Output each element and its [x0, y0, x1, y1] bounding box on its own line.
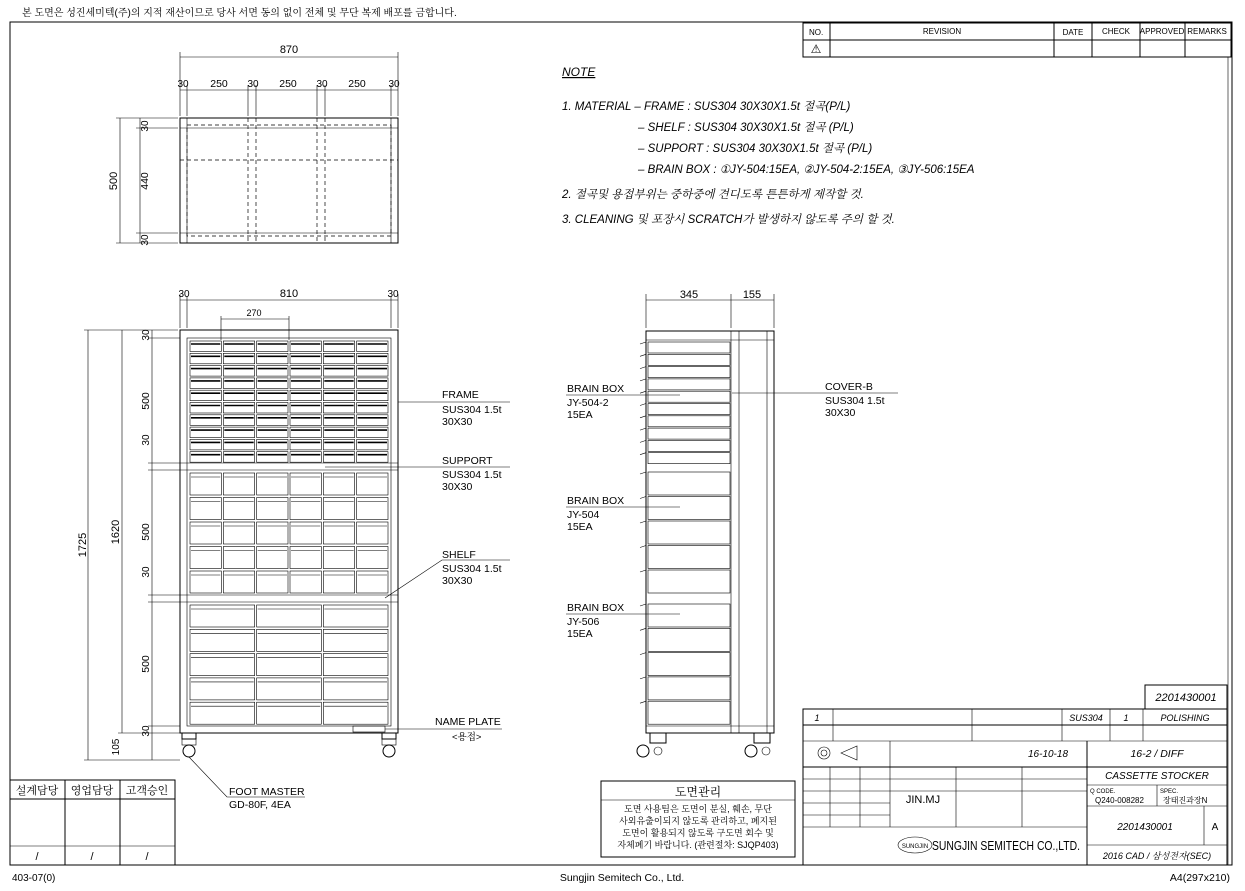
dim-top-seg-2: 250 [210, 78, 228, 90]
drawer [357, 547, 388, 569]
dim-500-top: 500 [108, 171, 120, 191]
drawer [190, 366, 221, 377]
dim-left-6: 500 [140, 655, 152, 673]
drawer [223, 547, 254, 569]
drawer [290, 522, 321, 544]
paper-size: A4(297x210) [1169, 872, 1230, 884]
callout-brainbox2-model: JY-504 [567, 509, 600, 521]
drawer [223, 378, 254, 389]
side-drawer-handle [640, 521, 646, 523]
callout-shelf-spec: SUS304 1.5t [442, 563, 502, 575]
drawer [257, 353, 288, 364]
side-drawer [648, 546, 730, 569]
callout-frame-title: FRAME [442, 389, 479, 401]
parts-row-finish: POLISHING [1160, 713, 1210, 723]
callout-frame-spec: SUS304 1.5t [442, 404, 502, 416]
drawer [357, 353, 388, 364]
drawer [257, 366, 288, 377]
spec-value: 장태진과장N [1163, 796, 1208, 805]
side-drawer-handle [640, 497, 646, 499]
dim-front-30-right: 30 [387, 289, 399, 300]
drawer [357, 390, 388, 401]
side-drawer [648, 521, 730, 544]
side-drawer-handle [640, 628, 646, 630]
note-line-4: – BRAIN BOX : ①JY-504:15EA, ②JY-504-2:15EA, ③JY-506:15EA [638, 164, 975, 176]
drawer [290, 403, 321, 414]
note-line-3: – SUPPORT : SUS304 30X30X1.5t 절곡 (P/L) [638, 143, 873, 155]
side-drawer [648, 677, 730, 700]
side-drawer [648, 628, 730, 651]
drawer [323, 605, 388, 627]
drawer [190, 341, 221, 352]
callout-support-title: SUPPORT [442, 455, 493, 467]
drawer [323, 366, 354, 377]
drawer [223, 473, 254, 495]
drawer [223, 571, 254, 593]
dim-105: 105 [111, 738, 122, 756]
drawer [357, 522, 388, 544]
drawer [223, 427, 254, 438]
drawer [323, 390, 354, 401]
side-drawer [648, 428, 730, 439]
drawing-mgmt-line-1: 도면 사용팀은 도면이 분실, 훼손, 무단 [624, 804, 772, 814]
drawer [190, 654, 255, 676]
cad-info: 2016 CAD / 삼성전자(SEC) [1102, 851, 1212, 861]
drawer [323, 341, 354, 352]
callout-foot-spec: GD-80F, 4EA [229, 799, 291, 811]
drawer [257, 403, 288, 414]
side-drawer-handle [640, 354, 646, 356]
drawer [190, 378, 221, 389]
copyright-notice: 본 도면은 성진세미텍(주)의 지적 재산이므로 당사 서면 동의 없이 전체 및 무단 복제 배포를 금합니다. [22, 8, 457, 19]
drawer [257, 390, 288, 401]
dim-810: 810 [279, 288, 299, 300]
dim-870: 870 [279, 44, 299, 56]
title-block [803, 685, 1227, 865]
drawer [190, 353, 221, 364]
dim-top-h-3: 30 [140, 234, 151, 246]
drawer [223, 415, 254, 426]
drawer [357, 439, 388, 450]
side-drawer-handle [640, 367, 646, 369]
drawer [290, 353, 321, 364]
approval-mark-1: / [35, 851, 39, 863]
drawer [323, 452, 354, 463]
drawer [190, 427, 221, 438]
side-drawer-handle [640, 379, 646, 381]
drawer [257, 522, 288, 544]
side-drawer-handle [640, 604, 646, 606]
dim-1725: 1725 [77, 532, 89, 558]
callout-brainbox3-title: BRAIN BOX [567, 602, 625, 614]
drawing-mgmt-line-2: 사외유출이되지 않도록 관리하고, 폐지된 [619, 816, 777, 826]
side-drawer [648, 354, 730, 365]
dim-top-seg-5: 30 [316, 79, 328, 90]
drawer [290, 473, 321, 495]
drawer [323, 702, 388, 724]
rev-header-no: NO. [809, 28, 824, 37]
spec-label: SPEC. [1160, 789, 1179, 795]
drawer [357, 378, 388, 389]
dim-left-1: 30 [141, 329, 152, 341]
drawer [257, 629, 322, 651]
drawer [323, 403, 354, 414]
side-drawer [648, 570, 730, 593]
drawer [323, 415, 354, 426]
drawer [190, 522, 221, 544]
side-drawer-handle [640, 453, 646, 455]
side-drawer-handle [640, 546, 646, 548]
drawer [257, 547, 288, 569]
drawer [190, 629, 255, 651]
warning-icon: ⚠ [810, 42, 822, 56]
parts-row-qty: 1 [1123, 713, 1129, 723]
drawer [190, 403, 221, 414]
drawer [190, 498, 221, 520]
dim-left-7: 30 [141, 725, 152, 737]
drawer [223, 341, 254, 352]
approval-customer: 고객승인 [125, 785, 169, 797]
drawer [323, 547, 354, 569]
side-drawer-handle [640, 653, 646, 655]
dim-345: 345 [679, 289, 699, 301]
drawer [257, 654, 322, 676]
side-drawer-handle [640, 440, 646, 442]
note-title: NOTE [562, 65, 596, 79]
parts-row-material: SUS304 [1069, 713, 1103, 723]
drawer [357, 473, 388, 495]
side-drawer-handle [640, 416, 646, 418]
drawing-management-box [601, 781, 795, 857]
rev-header-date: DATE [1062, 28, 1084, 37]
front-view [77, 288, 399, 760]
drawer [257, 678, 322, 700]
drawer [257, 341, 288, 352]
callout-support-size: 30X30 [442, 481, 473, 493]
dim-left-2: 500 [140, 392, 152, 410]
front-callouts [189, 389, 510, 811]
drawer [290, 390, 321, 401]
drawer [257, 378, 288, 389]
drawer [223, 439, 254, 450]
scale-revision: 16-2 / DIFF [1130, 748, 1184, 760]
side-drawer-handle [640, 701, 646, 703]
drawing-mgmt-line-3: 도면이 활용되지 않도록 구도면 회수 및 [622, 828, 774, 838]
rev-header-check: CHECK [1101, 27, 1131, 36]
side-drawer [648, 653, 730, 676]
drawer [190, 702, 255, 724]
drawer [323, 629, 388, 651]
side-drawer-handle [640, 677, 646, 679]
dim-155: 155 [742, 289, 762, 301]
drawer [190, 473, 221, 495]
side-view [566, 289, 898, 757]
drawer [357, 571, 388, 593]
drawer [323, 378, 354, 389]
callout-foot-title: FOOT MASTER [229, 786, 305, 798]
side-drawer [648, 472, 730, 495]
logo-text: SUNGJIN [901, 844, 929, 850]
side-drawer [648, 342, 730, 353]
note-line-2: – SHELF : SUS304 30X30X1.5t 절곡 (P/L) [638, 122, 854, 134]
side-drawer-handle [640, 428, 646, 430]
drawer [190, 547, 221, 569]
drawer [290, 427, 321, 438]
dim-left-4: 500 [140, 523, 152, 541]
drawer [290, 452, 321, 463]
side-drawer-handle [640, 404, 646, 406]
callout-coverb-title: COVER-B [825, 381, 873, 393]
footer-company: Sungjin Semitech Co., Ltd. [559, 872, 685, 884]
drawer [290, 378, 321, 389]
revision-letter: A [1211, 822, 1219, 833]
parts-row-no: 1 [814, 713, 820, 723]
side-drawer-handle [640, 570, 646, 572]
callout-brainbox3-qty: 15EA [567, 628, 593, 640]
side-drawer-handle [640, 342, 646, 344]
callout-brainbox1-title: BRAIN BOX [567, 383, 625, 395]
rev-header-revision: REVISION [922, 27, 962, 36]
dim-left-5: 30 [141, 566, 152, 578]
drawer [223, 366, 254, 377]
side-drawer [648, 497, 730, 520]
drawing-mgmt-line-4: 자체폐기 바랍니다. (관련절차: SJQP403) [617, 840, 779, 850]
side-drawer [648, 404, 730, 415]
drawer [190, 571, 221, 593]
drawer [290, 341, 321, 352]
side-drawer [648, 379, 730, 390]
callout-frame-size: 30X30 [442, 416, 473, 428]
top-view [108, 44, 400, 246]
drawer [223, 522, 254, 544]
dim-top-seg-1: 30 [177, 79, 189, 90]
drawer [357, 403, 388, 414]
drawer [223, 452, 254, 463]
callout-brainbox3-model: JY-506 [567, 616, 600, 628]
drawer [290, 498, 321, 520]
code-value: Q240-008282 [1095, 796, 1144, 805]
callout-nameplate-title: NAME PLATE [435, 716, 501, 728]
dim-top-seg-6: 250 [348, 78, 366, 90]
dim-top-h-1: 30 [140, 120, 151, 132]
drawer [257, 427, 288, 438]
side-drawer [648, 416, 730, 427]
drawer [257, 498, 288, 520]
drawer [323, 473, 354, 495]
drawer [357, 452, 388, 463]
drawer [257, 605, 322, 627]
company-name: SUNGJIN SEMITECH CO.,LTD. [932, 839, 1080, 853]
drawer [323, 654, 388, 676]
product-name: CASSETTE STOCKER [1105, 771, 1209, 782]
rev-header-remarks: REMARKS [1187, 27, 1227, 36]
drawer [357, 427, 388, 438]
callout-coverb-size: 30X30 [825, 407, 856, 419]
side-drawer [648, 440, 730, 451]
drawer [357, 366, 388, 377]
dim-1620: 1620 [110, 519, 122, 545]
drawer [323, 522, 354, 544]
drawer [290, 547, 321, 569]
callout-shelf-title: SHELF [442, 549, 476, 561]
dim-top-seg-7: 30 [388, 79, 400, 90]
callout-nameplate-note: <용접> [452, 732, 482, 743]
side-drawer [648, 391, 730, 402]
dim-top-seg-3: 30 [247, 79, 259, 90]
note-block [561, 65, 975, 226]
approval-designer: 설계담당 [15, 785, 59, 797]
side-drawer [648, 701, 730, 724]
note-line-6: 3. CLEANING 및 포장시 SCRATCH가 발생하지 않도록 주의 할 것. [562, 214, 895, 226]
drawer [290, 439, 321, 450]
drawer [323, 439, 354, 450]
note-line-1: 1. MATERIAL – FRAME : SUS304 30X30X1.5t 절곡(P/L) [562, 101, 851, 113]
approval-box [10, 780, 175, 865]
dim-front-30-left: 30 [178, 289, 190, 300]
drawing-mgmt-title: 도면관리 [674, 785, 722, 799]
side-drawer [648, 453, 730, 464]
callout-brainbox2-title: BRAIN BOX [567, 495, 625, 507]
drawer [257, 415, 288, 426]
drawer [257, 452, 288, 463]
drawing-number: 2201430001 [1117, 822, 1173, 833]
drawer [323, 427, 354, 438]
callout-brainbox1-model: JY-504-2 [567, 397, 609, 409]
drawer [323, 678, 388, 700]
rev-header-approved: APPROVED [1139, 27, 1185, 36]
drawer [357, 498, 388, 520]
drawer [223, 390, 254, 401]
drawer [357, 415, 388, 426]
callout-brainbox1-qty: 15EA [567, 409, 593, 421]
drawer [223, 498, 254, 520]
drawer [290, 571, 321, 593]
drawer-name: JIN.MJ [905, 794, 941, 806]
callout-shelf-size: 30X30 [442, 575, 473, 587]
drawer [190, 452, 221, 463]
drawing-number-top: 2201430001 [1155, 692, 1217, 704]
dim-left-3: 30 [141, 434, 152, 446]
issue-date: 16-10-18 [1027, 749, 1069, 760]
drawer [190, 415, 221, 426]
drawer [190, 439, 221, 450]
drawer [190, 605, 255, 627]
side-drawer [648, 604, 730, 627]
drawer [257, 571, 288, 593]
drawer [257, 439, 288, 450]
callout-support-spec: SUS304 1.5t [442, 469, 502, 481]
drawer [323, 571, 354, 593]
drawer [290, 415, 321, 426]
side-drawer-handle [640, 472, 646, 474]
drawer [223, 353, 254, 364]
callout-coverb-spec: SUS304 1.5t [825, 395, 885, 407]
approval-sales: 영업담당 [70, 785, 114, 797]
drawer [190, 390, 221, 401]
callout-brainbox2-qty: 15EA [567, 521, 593, 533]
drawer [323, 498, 354, 520]
side-drawer-handle [640, 391, 646, 393]
side-drawer [648, 367, 730, 378]
drawer [323, 353, 354, 364]
approval-mark-2: / [90, 851, 94, 863]
code-label: Q CODE. [1090, 789, 1116, 795]
drawer [190, 678, 255, 700]
dim-top-h-2: 440 [139, 172, 151, 190]
drawer [257, 473, 288, 495]
drawer [290, 366, 321, 377]
dim-top-seg-4: 250 [279, 78, 297, 90]
drawer [257, 702, 322, 724]
approval-mark-3: / [145, 851, 149, 863]
form-number: 403-07(0) [12, 873, 56, 884]
drawer [357, 341, 388, 352]
dim-270: 270 [246, 308, 262, 318]
note-line-5: 2. 절곡및 용접부위는 중하중에 견디도록 튼튼하게 제작할 것. [562, 189, 864, 201]
drawer [223, 403, 254, 414]
